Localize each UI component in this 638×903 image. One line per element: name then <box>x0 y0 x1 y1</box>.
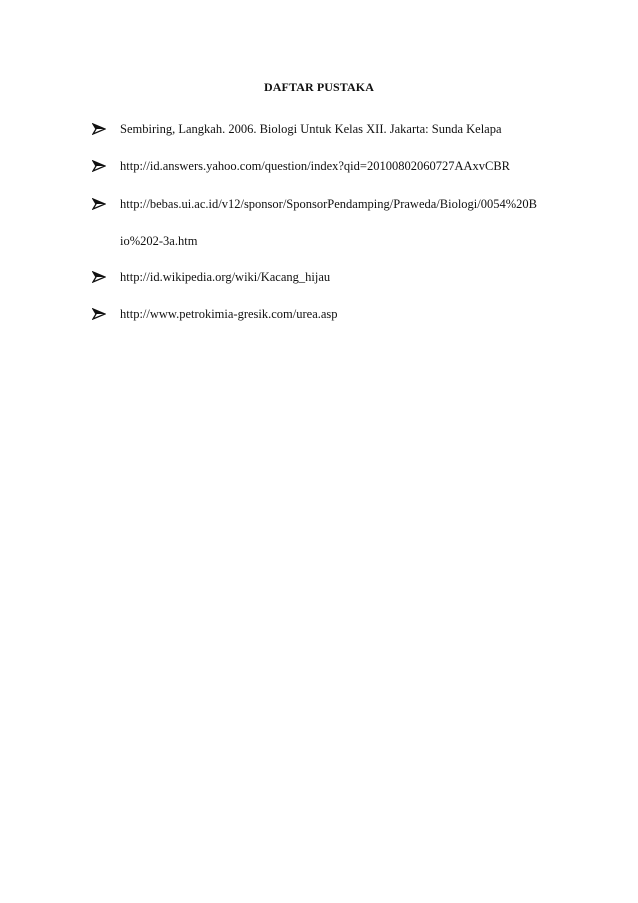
arrowhead-bullet-icon <box>92 271 106 283</box>
page-title: DAFTAR PUSTAKA <box>264 80 374 94</box>
reference-link: http://id.wikipedia.org/wiki/Kacang_hijau <box>120 270 331 284</box>
arrowhead-bullet-icon <box>92 308 106 320</box>
reference-link: http://bebas.ui.ac.id/v12/sponsor/SponsorPendamping/Praweda/Biologi/0054%20B <box>120 197 537 211</box>
reference-link: http://id.answers.yahoo.com/question/index?qid=20100802060727AAxvCBR <box>120 159 511 173</box>
arrowhead-bullet-icon <box>92 123 106 135</box>
arrowhead-bullet-icon <box>92 198 106 210</box>
reference-link: http://www.petrokimia-gresik.com/urea.asp <box>120 307 338 321</box>
arrowhead-bullet-icon <box>92 160 106 172</box>
reference-link-continuation: io%202-3a.htm <box>120 234 198 248</box>
reference-text: Sembiring, Langkah. 2006. Biologi Untuk Kelas XII. Jakarta: Sunda Kelapa <box>120 122 502 136</box>
